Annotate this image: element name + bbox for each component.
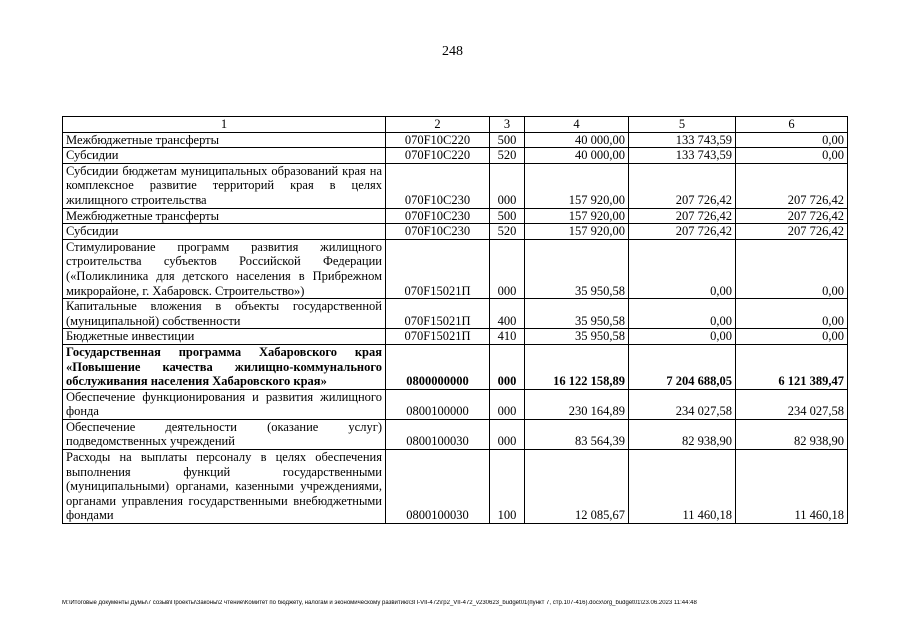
row-expense-type-cell: 000 [490, 419, 525, 449]
row-name-cell: Стимулирование программ развития жилищного строительства субъектов Российской Федерации («Поликлиника для детского населения в Прибрежном микрорайоне, г. Хабаровск. Строительство») [63, 239, 386, 298]
row-code-cell: 0800100030 [386, 419, 490, 449]
table-row [63, 239, 848, 298]
row-expense-type-cell: 000 [490, 389, 525, 419]
row-value-col5-cell: 11 460,18 [629, 450, 736, 524]
header-row [63, 117, 848, 133]
row-name-cell: Межбюджетные трансферты [63, 132, 386, 148]
row-expense-type-cell: 500 [490, 132, 525, 148]
page-number: 248 [442, 44, 463, 59]
row-value-col6-cell: 207 726,42 [736, 224, 848, 240]
table-row [63, 344, 848, 389]
row-value-col6-cell: 0,00 [736, 329, 848, 345]
row-value-col6-cell: 207 726,42 [736, 208, 848, 224]
row-value-col5-cell: 7 204 688,05 [629, 344, 736, 389]
row-value-col6-cell: 82 938,90 [736, 419, 848, 449]
header-col-3: 3 [490, 117, 525, 133]
row-code-cell: 070F10C230 [386, 163, 490, 208]
row-value-col6-cell: 6 121 389,47 [736, 344, 848, 389]
row-expense-type-cell: 100 [490, 450, 525, 524]
row-code-cell: 070F15021П [386, 239, 490, 298]
row-value-col6-cell: 0,00 [736, 132, 848, 148]
header-col-4: 4 [525, 117, 629, 133]
row-code-cell: 070F15021П [386, 299, 490, 329]
row-value-col4-cell: 83 564,39 [525, 419, 629, 449]
row-value-col5-cell: 234 027,58 [629, 389, 736, 419]
row-name-cell: Субсидии [63, 224, 386, 240]
row-code-cell: 0800100030 [386, 450, 490, 524]
table-row [63, 132, 848, 148]
row-name-cell: Бюджетные инвестиции [63, 329, 386, 345]
row-name-cell: Государственная программа Хабаровского края «Повышение качества жилищно-коммунального обслуживания населения Хабаровского края» [63, 344, 386, 389]
header-col-6: 6 [736, 117, 848, 133]
row-code-cell: 0800000000 [386, 344, 490, 389]
row-value-col4-cell: 16 122 158,89 [525, 344, 629, 389]
row-value-col6-cell: 0,00 [736, 299, 848, 329]
row-value-col5-cell: 207 726,42 [629, 208, 736, 224]
row-code-cell: 0800100000 [386, 389, 490, 419]
row-code-cell: 070F10C230 [386, 208, 490, 224]
row-value-col5-cell: 207 726,42 [629, 163, 736, 208]
row-value-col4-cell: 35 950,58 [525, 239, 629, 298]
table-row [63, 419, 848, 449]
row-value-col5-cell: 0,00 [629, 329, 736, 345]
row-value-col4-cell: 40 000,00 [525, 132, 629, 148]
row-code-cell: 070F15021П [386, 329, 490, 345]
row-expense-type-cell: 500 [490, 208, 525, 224]
table-row [63, 329, 848, 345]
table-row [63, 224, 848, 240]
row-name-cell: Капитальные вложения в объекты государственной (муниципальной) собственности [63, 299, 386, 329]
header-col-5: 5 [629, 117, 736, 133]
row-expense-type-cell: 520 [490, 148, 525, 164]
row-name-cell: Субсидии [63, 148, 386, 164]
row-value-col4-cell: 230 164,89 [525, 389, 629, 419]
row-code-cell: 070F10C220 [386, 148, 490, 164]
row-code-cell: 070F10C220 [386, 132, 490, 148]
table-row [63, 450, 848, 524]
budget-table [62, 116, 848, 524]
row-name-cell: Обеспечение деятельности (оказание услуг) подведомственных учреждений [63, 419, 386, 449]
row-value-col5-cell: 133 743,59 [629, 148, 736, 164]
row-value-col5-cell: 207 726,42 [629, 224, 736, 240]
table-row [63, 208, 848, 224]
row-name-cell: Субсидии бюджетам муниципальных образований края на комплексное развитие территорий края в целях жилищного строительства [63, 163, 386, 208]
row-value-col6-cell: 207 726,42 [736, 163, 848, 208]
file-path-footer: M:\Итоговые документы Думы\7 созыв\Проекты\Законы\2 чтение\Комитет по бюджету, налогам и экономическому развитию\ЗП-VII-472\гр2_VII-472_v230623_budget01(пункт 7, стр.107-416).docx\org_budget01\23.06.2023 11:44:48 [62, 600, 697, 606]
header-col-1: 1 [63, 117, 386, 133]
row-value-col4-cell: 35 950,58 [525, 329, 629, 345]
row-value-col4-cell: 157 920,00 [525, 208, 629, 224]
row-expense-type-cell: 410 [490, 329, 525, 345]
row-name-cell: Обеспечение функционирования и развития жилищного фонда [63, 389, 386, 419]
row-value-col5-cell: 0,00 [629, 239, 736, 298]
row-value-col6-cell: 11 460,18 [736, 450, 848, 524]
row-expense-type-cell: 000 [490, 163, 525, 208]
row-value-col4-cell: 157 920,00 [525, 163, 629, 208]
row-name-cell: Межбюджетные трансферты [63, 208, 386, 224]
row-value-col5-cell: 133 743,59 [629, 132, 736, 148]
row-expense-type-cell: 000 [490, 344, 525, 389]
row-name-cell: Расходы на выплаты персоналу в целях обеспечения выполнения функций государственными (муниципальными) органами, казенными учреждениями, органами управления государственными внебюджетными фондами [63, 450, 386, 524]
row-value-col4-cell: 157 920,00 [525, 224, 629, 240]
row-expense-type-cell: 520 [490, 224, 525, 240]
table-body [63, 117, 848, 524]
row-value-col5-cell: 82 938,90 [629, 419, 736, 449]
table-row [63, 389, 848, 419]
row-value-col6-cell: 0,00 [736, 239, 848, 298]
header-col-2: 2 [386, 117, 490, 133]
row-value-col6-cell: 0,00 [736, 148, 848, 164]
row-code-cell: 070F10C230 [386, 224, 490, 240]
row-value-col6-cell: 234 027,58 [736, 389, 848, 419]
row-value-col4-cell: 35 950,58 [525, 299, 629, 329]
row-value-col5-cell: 0,00 [629, 299, 736, 329]
row-value-col4-cell: 40 000,00 [525, 148, 629, 164]
row-expense-type-cell: 000 [490, 239, 525, 298]
row-expense-type-cell: 400 [490, 299, 525, 329]
table-row [63, 148, 848, 164]
table-row [63, 299, 848, 329]
table-row [63, 163, 848, 208]
row-value-col4-cell: 12 085,67 [525, 450, 629, 524]
